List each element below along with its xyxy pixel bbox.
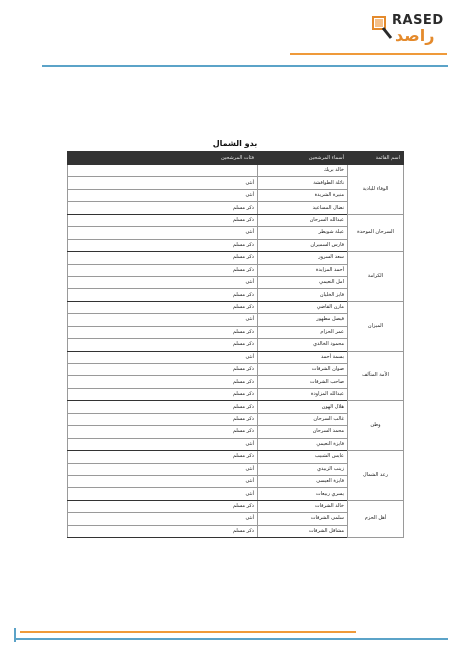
candidates-table: [67, 151, 404, 538]
candidate-category-cell: أنثى: [68, 177, 258, 189]
list-name-cell: وطن: [348, 401, 404, 451]
candidate-name-cell: زينب الزبيدي: [258, 463, 348, 475]
header-name: أسماء المرشحين: [258, 152, 348, 165]
candidate-name-cell: فايزة العيسى: [258, 475, 348, 487]
table-row: [68, 351, 404, 363]
list-name-cell: الوفاء للبادية: [348, 165, 404, 215]
candidate-category-cell: أنثى: [68, 513, 258, 525]
candidate-name-cell: هلال الهون: [258, 401, 348, 413]
header-list: اسم القائمة: [348, 152, 404, 165]
candidate-category-cell: ذكر مسلم: [68, 339, 258, 351]
candidate-name-cell: يسري ربيعات: [258, 488, 348, 500]
list-name-cell: الأمة المتآلف: [348, 351, 404, 401]
candidate-name-cell: فارس السميران: [258, 239, 348, 251]
candidate-category-cell: أنثى: [68, 475, 258, 487]
candidate-category-cell: أنثى: [68, 463, 258, 475]
header-rule-blue: [42, 65, 448, 67]
candidate-name-cell: خالد الشرفات: [258, 500, 348, 512]
table-row: [68, 252, 404, 264]
candidate-name-cell: نضال المساعيد: [258, 202, 348, 214]
rased-logo: [371, 12, 449, 46]
candidate-category-cell: ذكر مسلم: [68, 376, 258, 388]
candidate-category-cell: ذكر مسلم: [68, 401, 258, 413]
footer-rule-blue: [16, 638, 448, 640]
candidate-category-cell: أنثى: [68, 276, 258, 288]
candidate-category-cell: أنثى: [68, 189, 258, 201]
candidate-category-cell: ذكر مسلم: [68, 426, 258, 438]
candidate-category-cell: ذكر مسلم: [68, 500, 258, 512]
candidate-name-cell: فايزة النعيمي: [258, 438, 348, 450]
footer-rule-orange: [20, 631, 356, 633]
header-rule-orange: [290, 53, 447, 55]
table-row: [68, 500, 404, 512]
candidate-name-cell: عبدالله السرحان: [258, 214, 348, 226]
candidate-name-cell: امل النعيمي: [258, 276, 348, 288]
candidate-category-cell: ذكر مسلم: [68, 451, 258, 463]
table-row: [68, 301, 404, 313]
candidate-category-cell: أنثى: [68, 351, 258, 363]
candidate-name-cell: فيصل مطهور: [258, 314, 348, 326]
table-body: [68, 165, 404, 538]
candidate-category-cell: أنثى: [68, 314, 258, 326]
list-name-cell: رعد الشمال: [348, 451, 404, 501]
candidate-category-cell: [68, 165, 258, 177]
candidate-name-cell: خالد بريك: [258, 165, 348, 177]
candidate-name-cell: مازن القاضي: [258, 301, 348, 313]
candidate-category-cell: ذكر مسلم: [68, 388, 258, 400]
candidate-name-cell: محمود الخالدي: [258, 339, 348, 351]
table-row: [68, 165, 404, 177]
candidate-category-cell: ذكر مسلم: [68, 301, 258, 313]
candidate-name-cell: صاحب الشرفات: [258, 376, 348, 388]
table-header-row: [68, 152, 404, 165]
header-category: فئات المرشحين: [68, 152, 258, 165]
candidate-name-cell: عايس الشبيب: [258, 451, 348, 463]
candidate-name-cell: سعد السرور: [258, 252, 348, 264]
candidate-name-cell: محمد السرحان: [258, 426, 348, 438]
candidate-category-cell: ذكر مسلم: [68, 413, 258, 425]
candidate-name-cell: أحمد المزايدة: [258, 264, 348, 276]
candidate-category-cell: ذكر مسلم: [68, 202, 258, 214]
candidate-category-cell: ذكر مسلم: [68, 326, 258, 338]
candidate-name-cell: مشاقل الشرفات: [258, 525, 348, 537]
candidate-name-cell: عمر الحزام: [258, 326, 348, 338]
magnifier-icon: [371, 14, 393, 40]
table-row: [68, 401, 404, 413]
candidate-category-cell: أنثى: [68, 488, 258, 500]
candidate-category-cell: ذكر مسلم: [68, 239, 258, 251]
logo-text-ar: راصد: [395, 26, 435, 45]
candidate-category-cell: ذكر مسلم: [68, 525, 258, 537]
list-name-cell: الميزان: [348, 301, 404, 351]
candidate-category-cell: أنثى: [68, 227, 258, 239]
candidate-name-cell: سلمى الشرفات: [258, 513, 348, 525]
table-row: [68, 214, 404, 226]
logo-text-en: RASED: [392, 13, 444, 28]
candidate-name-cell: منيرة الشريدة: [258, 189, 348, 201]
candidate-category-cell: ذكر مسلم: [68, 264, 258, 276]
list-name-cell: الكرامة: [348, 252, 404, 302]
candidate-name-cell: غالب السرحان: [258, 413, 348, 425]
candidate-name-cell: صوان الشرفات: [258, 364, 348, 376]
table-row: [68, 451, 404, 463]
candidate-name-cell: بسمة أحمد: [258, 351, 348, 363]
list-name-cell: السرحان الموحدة: [348, 214, 404, 251]
candidate-name-cell: عبدالله المزاودة: [258, 388, 348, 400]
candidate-category-cell: ذكر مسلم: [68, 364, 258, 376]
candidate-category-cell: ذكر مسلم: [68, 214, 258, 226]
candidate-name-cell: فايز الخليان: [258, 289, 348, 301]
candidate-name-cell: نائلة الطوافشة: [258, 177, 348, 189]
page-title: بدو الشمال: [212, 139, 258, 148]
candidate-category-cell: ذكر مسلم: [68, 252, 258, 264]
candidate-category-cell: أنثى: [68, 438, 258, 450]
candidate-category-cell: ذكر مسلم: [68, 289, 258, 301]
candidate-name-cell: عبلة شويطر: [258, 227, 348, 239]
list-name-cell: أهل الحزم: [348, 500, 404, 537]
